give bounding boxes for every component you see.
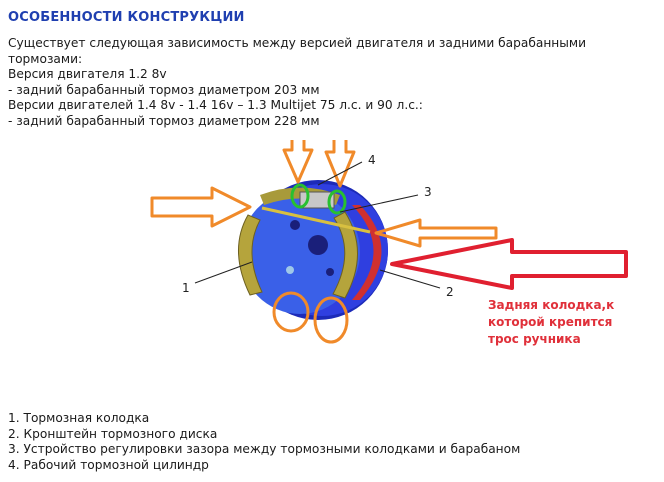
orange-arrow-right <box>376 220 496 246</box>
callout-line: которой крепится <box>488 315 613 329</box>
plate-hole <box>290 220 300 230</box>
callout-line: Задняя колодка,к <box>488 298 615 312</box>
callout-line: трос ручника <box>488 332 581 346</box>
intro-line: - задний барабанный тормоз диаметром 203 мм <box>8 82 320 97</box>
intro-line: - задний барабанный тормоз диаметром 228 мм <box>8 113 320 128</box>
page-title: ОСОБЕННОСТИ КОНСТРУКЦИИ <box>8 10 245 25</box>
red-arrow <box>392 240 626 288</box>
legend-item: 3. Устройство регулировки зазора между тормозными колодками и барабаном <box>8 442 521 456</box>
plate-stud <box>286 266 294 274</box>
plate-hole <box>326 268 334 276</box>
intro-line: Версия двигателя 1.2 8v <box>8 67 167 81</box>
intro-line: Существует следующая зависимость между версией двигателя и задними барабанными тормозами: <box>8 36 586 66</box>
figure-legend <box>8 411 520 473</box>
figure-label-4: 4 <box>368 153 376 167</box>
figure-label-2: 2 <box>446 285 454 299</box>
leader-line-4 <box>318 162 362 185</box>
plate-hole <box>308 235 328 255</box>
intro-text <box>8 36 648 129</box>
callout-text <box>488 297 614 348</box>
figure-label-3: 3 <box>424 185 432 199</box>
intro-line: Версии двигателей 1.4 8v - 1.4 16v – 1.3 Multijet 75 л.с. и 90 л.с.: <box>8 98 423 112</box>
orange-arrow-down <box>284 140 312 182</box>
figure-label-1: 1 <box>182 281 190 295</box>
legend-item: 4. Рабочий тормозной цилиндр <box>8 457 209 472</box>
orange-arrow-left <box>152 188 250 226</box>
legend-item: 2. Кронштейн тормозного диска <box>8 426 218 441</box>
brake-drum-figure <box>0 140 664 390</box>
legend-item: 1. Тормозная колодка <box>8 411 150 425</box>
